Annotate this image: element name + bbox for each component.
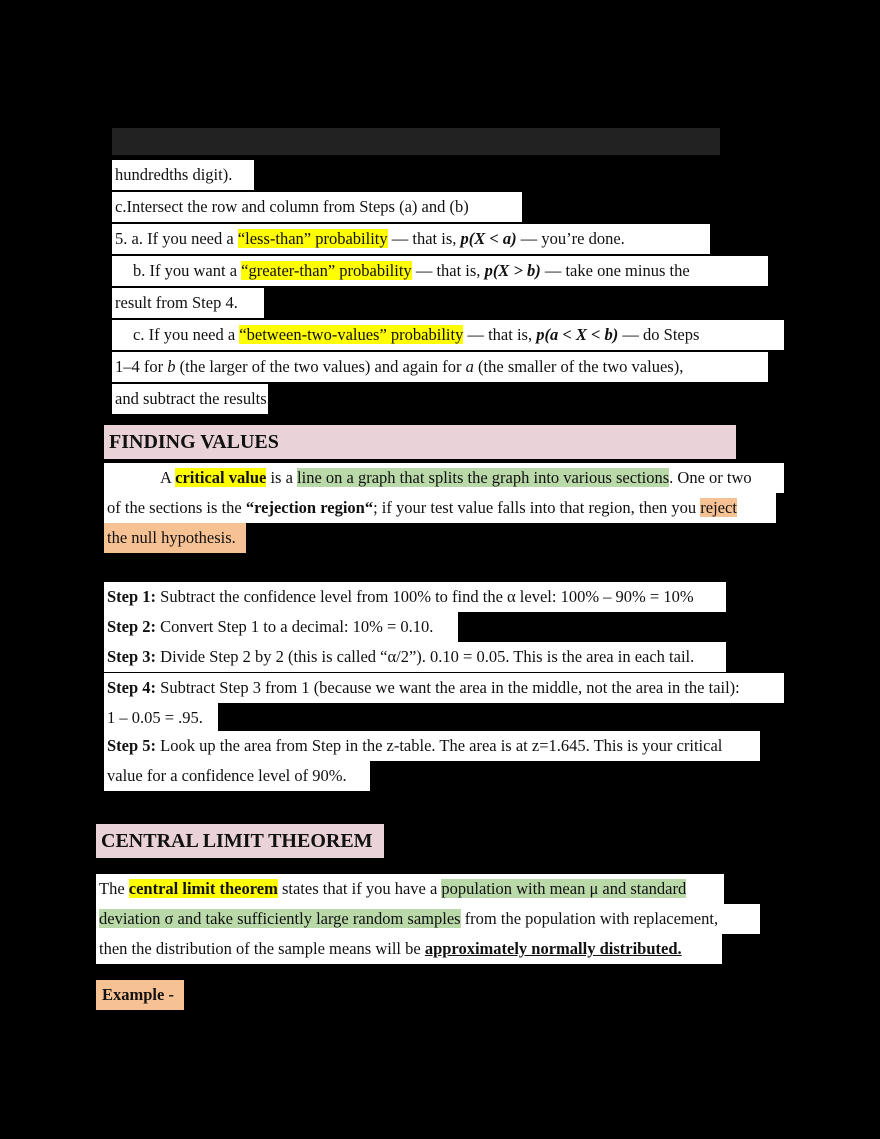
text: (the smaller of the two values), — [473, 357, 684, 376]
text: (the larger of the two values) and again for — [175, 357, 466, 376]
text: Divide Step 2 by 2 (this is called “α/2”). 0.10 = 0.05. This is the area in each tail. — [156, 647, 695, 666]
text: b. If you want a — [133, 261, 242, 280]
text-line — [104, 493, 776, 523]
heading-text: FINDING VALUES — [109, 431, 279, 453]
highlight: “between-two-values” probability — [239, 325, 464, 344]
step5a-line — [112, 224, 710, 254]
text-line — [104, 463, 784, 493]
term-highlight: central limit theorem — [128, 879, 278, 898]
bold-term: “rejection region“ — [245, 498, 374, 517]
text: — do Steps — [618, 325, 700, 344]
redacted-line — [112, 128, 720, 155]
term-highlight: critical value — [175, 468, 267, 487]
text: Convert Step 1 to a decimal: 10% = 0.10. — [156, 617, 434, 636]
text: — take one minus the — [540, 261, 690, 280]
text: — that is, — [411, 261, 485, 280]
green-highlight: deviation σ and take sufficiently large random samples — [99, 909, 461, 928]
text-line: and subtract the results. — [112, 384, 268, 414]
text-line: result from Step 4. — [112, 288, 264, 318]
text: c. If you need a — [133, 325, 240, 344]
section-heading-central-limit-theorem — [96, 824, 384, 858]
text: 5. a. If you need a — [115, 229, 238, 248]
step5c-line — [112, 320, 784, 350]
highlight: “greater-than” probability — [241, 261, 412, 280]
text: Subtract the confidence level from 100% to find the α level: 100% – 90% = 10% — [156, 587, 694, 606]
highlight: “less-than” probability — [237, 229, 388, 248]
variable: a — [465, 357, 474, 376]
text-line — [96, 904, 760, 934]
step-5-cont: value for a confidence level of 90%. — [104, 761, 370, 791]
text-line: c.Intersect the row and column from Steps (a) and (b) — [112, 192, 522, 222]
text: The — [99, 879, 129, 898]
text: — that is, — [463, 325, 537, 344]
step-4 — [104, 673, 784, 703]
step-4-cont: 1 – 0.05 = .95. — [104, 703, 218, 733]
text: ; if your test value falls into that region, then you — [373, 498, 701, 517]
step-2 — [104, 612, 458, 642]
formula: p(X > b) — [484, 261, 541, 280]
text: Look up the area from Step in the z-table. The area is at z=1.645. This is your critical — [156, 736, 723, 755]
step-label: Step 1: — [107, 587, 157, 606]
text-line — [96, 934, 722, 964]
variable: b — [167, 357, 176, 376]
text: — that is, — [387, 229, 461, 248]
green-highlight: population with mean μ and standard — [441, 879, 687, 898]
green-highlight: line on a graph that splits the graph into various sections — [297, 468, 670, 487]
formula: p(X < a) — [460, 229, 517, 248]
text-line — [112, 352, 768, 382]
text: 1–4 for — [115, 357, 168, 376]
step-label: Step 2: — [107, 617, 157, 636]
text-line: hundredths digit). — [112, 160, 254, 190]
step-label: Step 4: — [107, 678, 157, 697]
heading-text: CENTRAL LIMIT THEOREM — [101, 830, 373, 852]
formula: p(a < X < b) — [536, 325, 619, 344]
text: from the population with replacement, — [460, 909, 719, 928]
example-label: Example - — [96, 980, 184, 1010]
step-3 — [104, 642, 726, 672]
text: of the sections is the — [107, 498, 246, 517]
text-line: the null hypothesis. — [104, 523, 246, 553]
text-line — [96, 874, 724, 904]
text: is a — [266, 468, 298, 487]
orange-highlight: reject — [700, 498, 737, 517]
text: Subtract Step 3 from 1 (because we want the area in the middle, not the area in the tail): — [156, 678, 740, 697]
step5b-line — [112, 256, 768, 286]
text: A — [160, 468, 176, 487]
text: — you’re done. — [516, 229, 625, 248]
step-label: Step 3: — [107, 647, 157, 666]
step-label: Step 5: — [107, 736, 157, 755]
text: states that if you have a — [277, 879, 442, 898]
text: . One or two — [669, 468, 752, 487]
step-5 — [104, 731, 760, 761]
section-heading-finding-values — [104, 425, 736, 459]
text: then the distribution of the sample means will be — [99, 939, 425, 958]
step-1 — [104, 582, 726, 612]
bold-underlined-term: approximately normally distributed. — [424, 939, 682, 958]
